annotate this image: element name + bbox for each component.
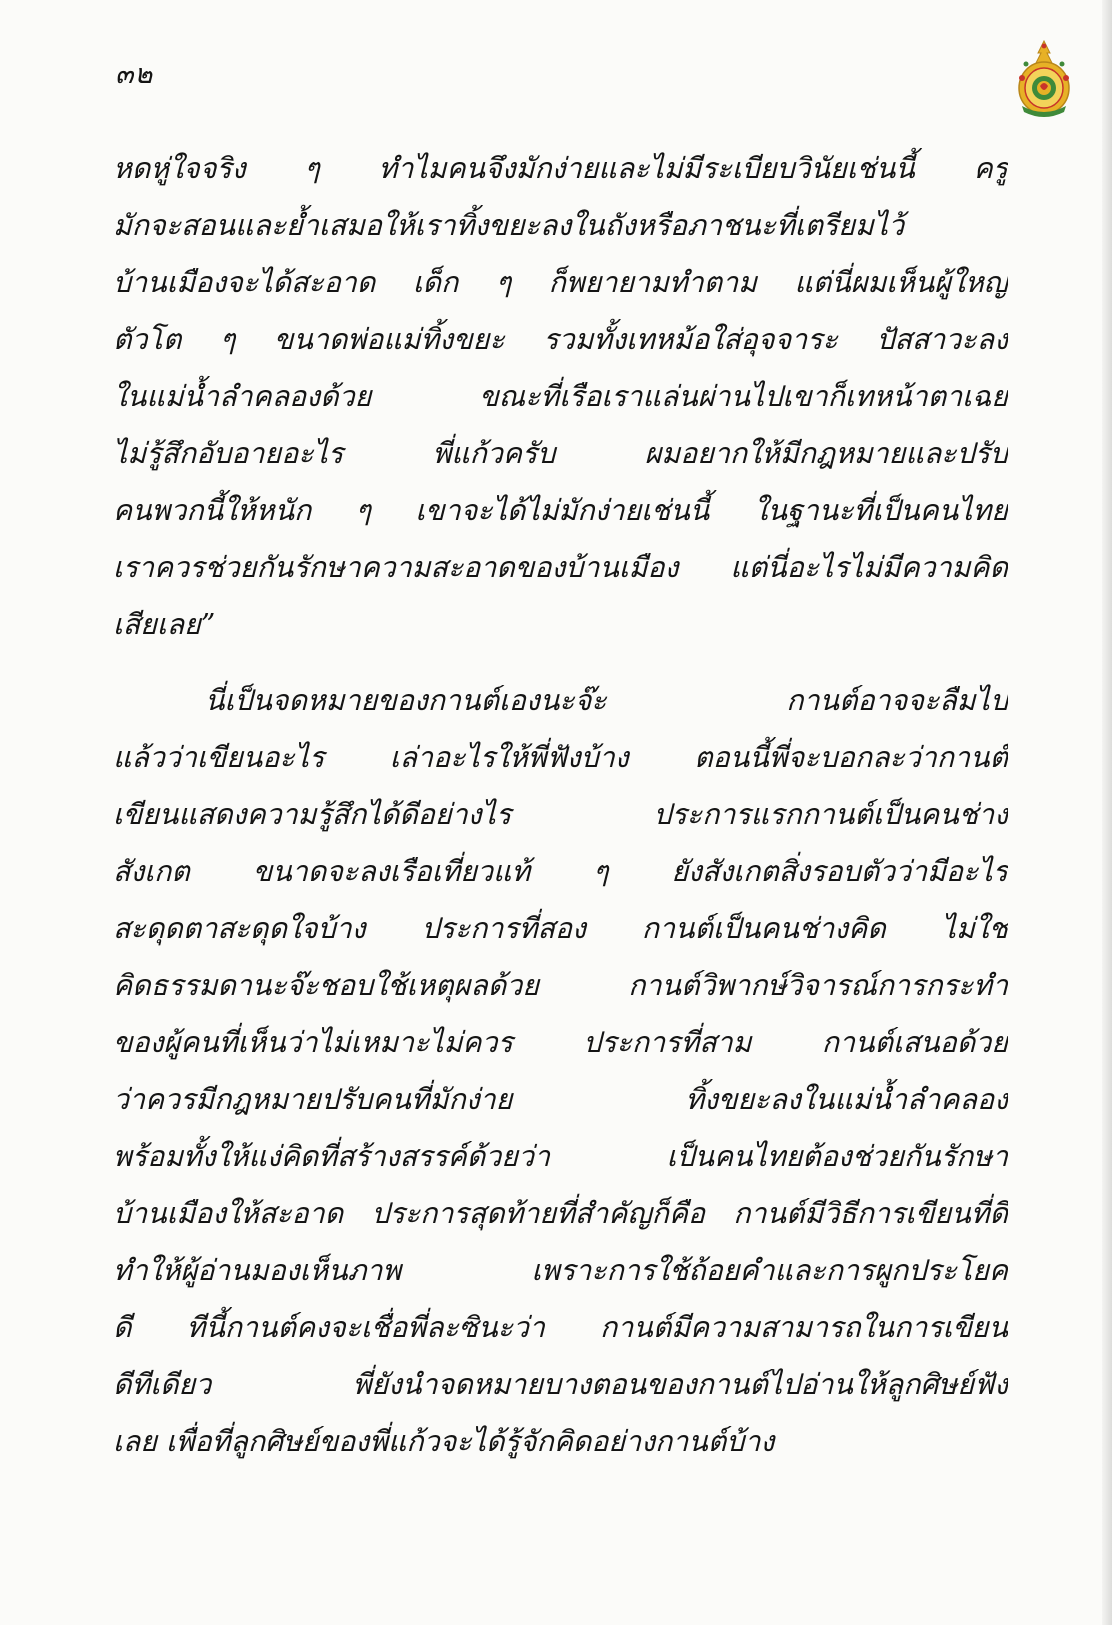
word-chunk: เป็นคนไทยต้องช่วยกันรักษา [666,1140,1008,1173]
word-chunk: บ้านเมืองให้สะอาด [113,1197,344,1230]
text-line [113,425,1008,482]
paragraph-2 [113,672,1008,1470]
text-line [113,1356,1008,1413]
word-chunk: ไม่รู้สึกอับอายอะไร [113,437,344,470]
word-chunk: ทำไมคนจึงมักง่ายและไม่มีระเบียบวินัยเช่นนี้ [378,152,915,185]
word-chunk: ของผู้คนที่เห็นว่าไม่เหมาะไม่ควร [113,1026,513,1059]
word-chunk: ดี [113,1311,132,1344]
body-text [113,140,1008,1470]
page-edge-shadow [1102,0,1112,1625]
word-chunk: ทำให้ผู้อ่านมองเห็นภาพ [113,1254,402,1287]
word-chunk: เขียนแสดงความรู้สึกได้ดีอย่างไร [113,798,512,831]
word-chunk: กานต์มีวิธีการเขียนที่ดี [733,1197,1008,1230]
text-line: เลย เพื่อที่ลูกศิษย์ของพี่แก้วจะได้รู้จักคิดอย่างกานต์บ้าง [113,1425,775,1458]
word-chunk: ขณะที่เรือเราแล่นผ่านไปเขาก็เทหน้าตาเฉย [479,380,1008,413]
word-chunk: หดหู่ใจจริง [113,152,246,185]
word-chunk: ขนาดจะลงเรือเที่ยวแท้ [252,855,531,888]
word-chunk: เพราะการใช้ถ้อยคำและการผูกประโยค [531,1254,1008,1287]
page-number: ๓๒ [115,59,154,90]
word-chunk: ๆ [355,494,371,527]
text-line [113,786,1008,843]
word-chunk: แต่นี่อะไรไม่มีความคิด [730,551,1008,584]
text-line [113,311,1008,368]
text-line [113,1128,1008,1185]
word-chunk: ขนาดพ่อแม่ทิ้งขยะ [273,323,505,356]
word-chunk: ผมอยากให้มีกฎหมายและปรับ [644,437,1008,470]
word-chunk: ประการที่สาม [583,1026,752,1059]
text-line [113,1014,1008,1071]
word-chunk: ดีทีเดียว [113,1368,212,1401]
word-chunk: ๆ [219,323,236,356]
word-chunk: กานต์อาจจะลืมไป [786,684,1008,717]
text-line: มักจะสอนและย้ำเสมอให้เราทิ้งขยะลงในถังหรือภาชนะที่เตรียมไว้ [113,209,905,242]
word-chunk: ทีนี้กานต์คงจะเชื่อพี่ละซินะว่า [186,1311,545,1344]
word-chunk: คนพวกนี้ให้หนัก [113,494,312,527]
text-line [113,1071,1008,1128]
word-chunk: คิดธรรมดานะจ๊ะชอบใช้เหตุผลด้วย [113,969,539,1002]
word-chunk: เล่าอะไรให้พี่ฟังบ้าง [389,741,629,774]
word-chunk: ยังสังเกตสิ่งรอบตัวว่ามีอะไร [671,855,1008,888]
text-line [113,843,1008,900]
word-chunk: ๆ [495,266,512,299]
word-chunk: ประการสุดท้ายที่สำคัญก็คือ [371,1197,706,1230]
word-chunk: แล้วว่าเขียนอะไร [113,741,325,774]
text-line [113,254,1008,311]
text-line [113,957,1008,1014]
word-chunk: ก็พยายามทำตาม [548,266,757,299]
text-line [113,1242,1008,1299]
word-chunk: สังเกต [113,855,190,888]
word-chunk: ครู [973,152,1008,185]
text-line [113,482,1008,539]
text-line [113,672,1008,729]
text-line [113,539,1008,596]
ministry-emblem-logo [1014,38,1074,118]
word-chunk: ในแม่น้ำลำคลองด้วย [113,380,372,413]
word-chunk: เด็ก [412,266,459,299]
text-line: เสียเลย” [113,608,216,641]
word-chunk: ในฐานะที่เป็นคนไทย [753,494,1008,527]
word-chunk: กานต์เป็นคนช่างคิด [641,912,886,945]
word-chunk: กานต์มีความสามารถในการเขียน [599,1311,1008,1344]
word-chunk: ตอนนี้พี่จะบอกละว่ากานต์ [694,741,1008,774]
paragraph-1 [113,140,1008,653]
text-line [113,140,1008,197]
text-line [113,900,1008,957]
word-chunk: ประการแรกกานต์เป็นคนช่าง [653,798,1008,831]
word-chunk: พร้อมทั้งให้แง่คิดที่สร้างสรรค์ด้วยว่า [113,1140,550,1173]
word-chunk: ไม่ใช่ [941,912,1008,945]
text-line [113,729,1008,786]
paragraph-spacer [113,653,1008,672]
word-chunk: พี่แก้วครับ [432,437,556,470]
word-chunk: ว่าควรมีกฎหมายปรับคนที่มักง่าย [113,1083,513,1116]
word-chunk: สะดุดตาสะดุดใจบ้าง [113,912,366,945]
word-chunk: บ้านเมืองจะได้สะอาด [113,266,376,299]
word-chunk: เขาจะได้ไม่มักง่ายเช่นนี้ [415,494,710,527]
word-chunk: นี่เป็นจดหมายของกานต์เองนะจ๊ะ [205,684,607,717]
word-chunk: พี่ยังนำจดหมายบางตอนของกานต์ไปอ่านให้ลูกศิษย์ฟัง [352,1368,1008,1401]
word-chunk: ปัสสาวะลง [876,323,1008,356]
word-chunk: เราควรช่วยกันรักษาความสะอาดของบ้านเมือง [113,551,679,584]
word-chunk: ตัวโต [113,323,182,356]
word-chunk: กานต์วิพากษ์วิจารณ์การกระทำ [628,969,1008,1002]
word-chunk: ประการที่สอง [421,912,586,945]
text-line [113,368,1008,425]
text-line [113,1299,1008,1356]
word-chunk: ๆ [593,855,609,888]
word-chunk: ทิ้งขยะลงในแม่น้ำลำคลอง [685,1083,1008,1116]
word-chunk: แต่นี่ผมเห็นผู้ใหญ่ [794,266,1008,299]
text-line [113,1185,1008,1242]
word-chunk: ๆ [304,152,320,185]
word-chunk: รวมทั้งเทหม้อใส่อุจจาระ [543,323,838,356]
word-chunk: กานต์เสนอด้วย [821,1026,1008,1059]
